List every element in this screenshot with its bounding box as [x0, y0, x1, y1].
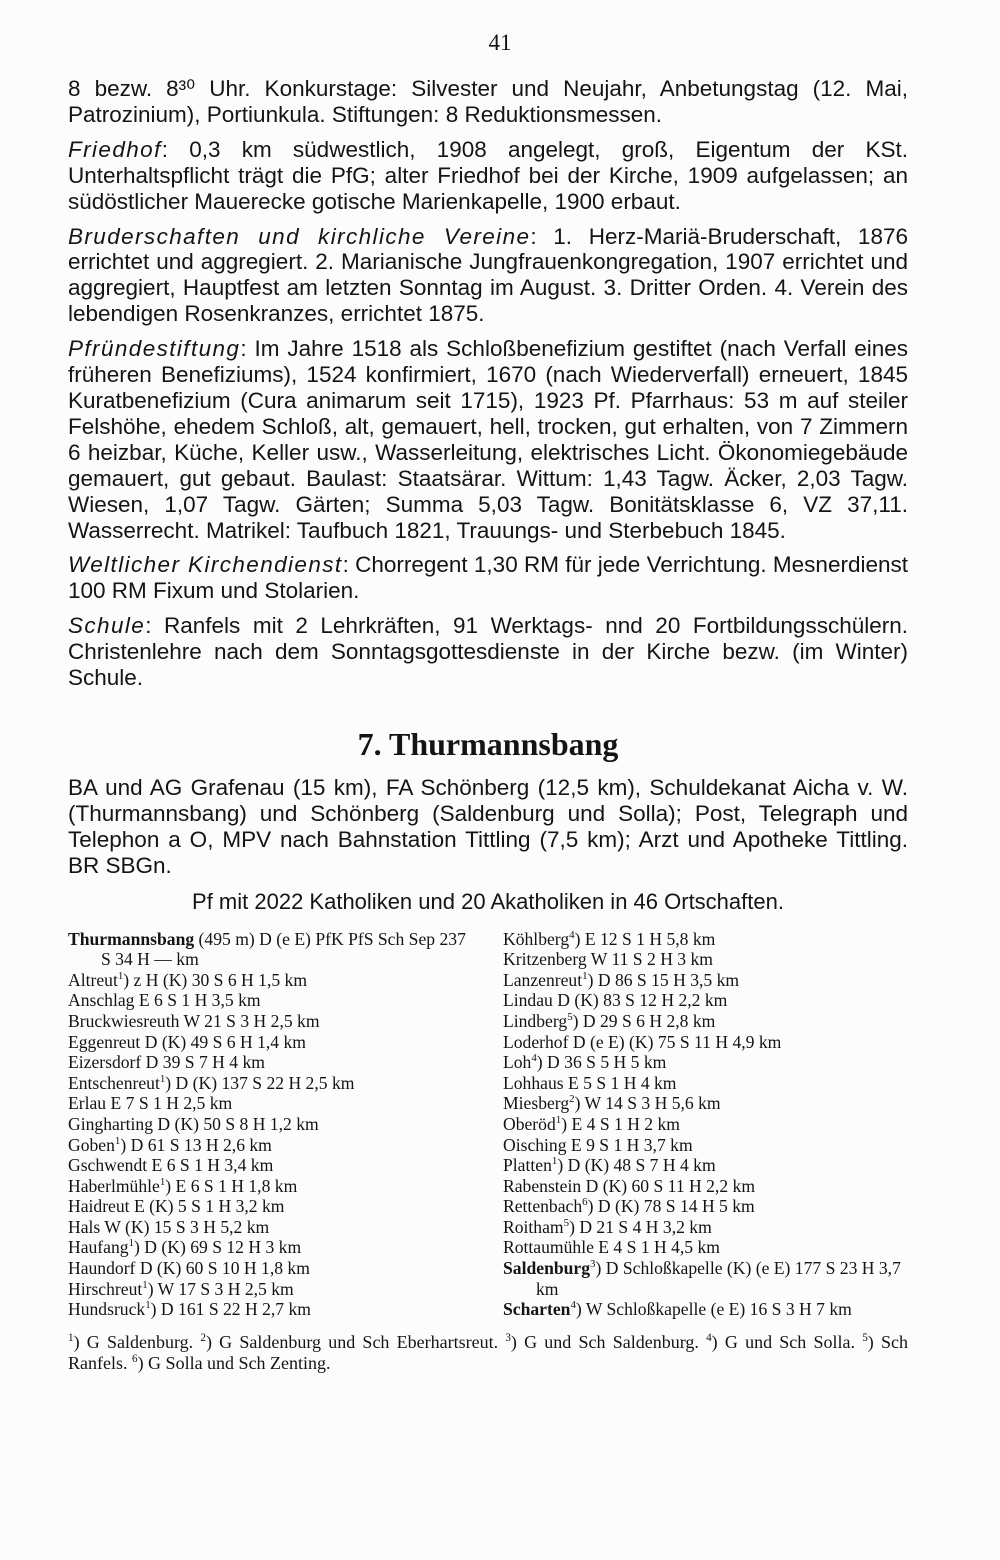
parish-summary: Pf mit 2022 Katholiken und 20 Akatholiken in 46 Ortschaften.	[192, 888, 784, 914]
place-details: D 86 S 15 H 3,5 km	[593, 969, 740, 990]
paragraph	[68, 552, 908, 604]
place-name: Oberöd	[503, 1113, 556, 1134]
place-entry	[68, 1299, 478, 1320]
place-name: Bruckwiesreuth	[68, 1010, 180, 1031]
place-entry	[68, 1217, 478, 1238]
place-details: E 4 S 1 H 2 km	[567, 1113, 680, 1134]
place-details: W (K) 15 S 3 H 5,2 km	[100, 1216, 270, 1237]
footnote-paren: )	[557, 1155, 564, 1176]
place-details: E 6 S 1 H 3,5 km	[134, 990, 261, 1011]
place-name: Oisching	[503, 1134, 567, 1155]
place-name: Eggenreut	[68, 1031, 141, 1052]
footnote-marker: 1	[159, 1072, 166, 1085]
footnote-paren: )	[165, 1175, 172, 1196]
place-name: Eizersdorf	[68, 1052, 142, 1073]
place-entry	[68, 1155, 478, 1176]
footnote-mark: 4	[706, 1331, 712, 1344]
paragraph-heading: Pfründestiftung	[68, 336, 241, 362]
place-entry	[503, 929, 908, 950]
paragraph	[68, 76, 908, 128]
place-entry	[68, 1093, 478, 1114]
place-name: Hundsruck	[68, 1299, 146, 1320]
footnote-paren: )	[561, 1113, 568, 1134]
place-name: Haufang	[68, 1237, 129, 1258]
place-name: Anschlag	[68, 990, 135, 1011]
paragraph-text: : 1. Herz-Mariä-Bruderschaft, 1876 errichtet und aggregiert. 2. Marianische Jungfrauenkongregation, 1907 errichtet und aggregiert, Hauptfest am letzten Sonntag im August. 3. Dritter Orden. 4. Verein des lebendigen Rosenkranzes, errichtet 1875.	[68, 223, 908, 327]
paragraph	[68, 613, 908, 691]
place-name: Rettenbach	[503, 1196, 583, 1217]
place-details: D (K) 49 S 6 H 1,4 km	[140, 1031, 306, 1052]
place-column-right	[503, 929, 908, 1320]
footnote-marker: 3	[590, 1258, 596, 1271]
footnote-paren: )	[569, 1216, 575, 1237]
footnote-mark: 2	[200, 1331, 206, 1344]
paragraph	[68, 224, 908, 328]
place-entry	[503, 1052, 908, 1073]
place-name: Rabenstein	[503, 1175, 582, 1196]
paragraph-block	[68, 76, 908, 691]
place-details: W 14 S 3 H 5,6 km	[580, 1093, 721, 1114]
place-details: D 21 S 4 H 3,2 km	[574, 1216, 712, 1237]
place-entry	[68, 1114, 478, 1135]
place-entry	[68, 1258, 478, 1279]
footnote-paren: )	[165, 1072, 172, 1093]
footnote-text: ) G Solla und Sch Zenting.	[137, 1352, 331, 1373]
footnote-marker: 1	[145, 1299, 151, 1312]
place-details: z H (K) 30 S 6 H 1,5 km	[129, 969, 308, 990]
place-name: Lindberg	[503, 1010, 568, 1031]
footnote-marker: 4	[531, 1052, 537, 1065]
place-name: Erlau	[68, 1093, 107, 1114]
place-entry	[68, 1196, 478, 1217]
footnote-text: ) G Saldenburg und Sch Eberhartsreut.	[205, 1331, 506, 1352]
place-entry	[68, 990, 478, 1011]
footnote-marker: 5	[563, 1217, 570, 1230]
place-details: (495 m) D (e E) PfK PfS Sch Sep 237 S 34 H — km	[101, 928, 466, 970]
footnote-paren: )	[574, 928, 581, 949]
place-name: Goben	[68, 1134, 115, 1155]
place-details: D 36 S 5 H 5 km	[542, 1052, 667, 1073]
footnote-paren: )	[150, 1299, 157, 1320]
place-details: W Schloßkapelle (e E) 16 S 3 H 7 km	[581, 1299, 852, 1320]
place-name: Haidreut	[68, 1196, 130, 1217]
place-details: D (K) 78 S 14 H 5 km	[593, 1196, 755, 1217]
footnote-marker: 1	[555, 1114, 562, 1127]
place-name: Thurmannsbang	[68, 928, 195, 949]
place-name: Miesberg	[503, 1093, 570, 1114]
place-name: Gschwendt	[68, 1155, 148, 1176]
section-title: 7. Thurmannsbang	[357, 725, 619, 762]
footnote-paren: )	[587, 1196, 594, 1217]
footnote-marker: 6	[582, 1196, 588, 1209]
place-name: Scharten	[503, 1299, 571, 1320]
footnote-marker: 1	[551, 1155, 558, 1168]
footnote-paren: )	[536, 1052, 543, 1073]
place-details: D (K) 60 S 11 H 2,2 km	[581, 1175, 756, 1196]
footnote-marker: 1	[159, 1175, 166, 1188]
place-entry	[503, 1032, 908, 1053]
place-entry	[503, 1011, 908, 1032]
footnote-text: ) G und Sch Solla.	[711, 1331, 863, 1352]
place-name: Loh	[503, 1052, 532, 1073]
place-entry	[68, 1237, 478, 1258]
place-entry	[68, 1032, 478, 1053]
footnote-paren: )	[147, 1278, 154, 1299]
page-content	[68, 76, 908, 1374]
place-details: W 17 S 3 H 2,5 km	[153, 1278, 294, 1299]
place-details: D (K) 137 S 22 H 2,5 km	[171, 1072, 355, 1093]
place-name: Saldenburg	[503, 1258, 591, 1279]
paragraph-text: : Im Jahre 1518 als Schloßbenefizium gestiftet (nach Verfall eines früheren Benefiziums), 1524 konfirmiert, 1670 (nach Wiederverfall) erneuert, 1845 Kuratbenefizium (Cura animarum seit 1715), 1923 Pf. Pfarrhaus: 53 m auf steiler Felshöhe, ehedem Schloß, alt, gemauert, hell, trocken, gut erhalten, von 7 Zimmern 6 heizbar, Küche, Keller usw., Wasserleitung, elektrisches Licht. Ökonomiegebäude gemauert, gut gebaut. Baulast: Staatsärar. Wittum: 1,43 Tagw. Äcker, 2,03 Tagw. Wiesen, 1,07 Tagw. Gärten; Summa 5,03 Tagw. Bonitätsklasse 6, VZ 37,11. Wasserrecht. Matrikel: Taufbuch 1821, Trauungs- und Sterbebuch 1845.	[68, 336, 908, 543]
place-name: Gingharting	[68, 1113, 154, 1134]
footnote-paren: )	[574, 1093, 581, 1114]
place-details: E 7 S 1 H 2,5 km	[106, 1093, 233, 1114]
footnote-marker: 1	[128, 1237, 135, 1250]
place-list	[68, 929, 908, 1320]
footnote-mark: 1	[68, 1331, 74, 1344]
place-name: Hirschreut	[68, 1278, 143, 1299]
place-name: Entschenreut	[68, 1072, 160, 1093]
place-details: W 11 S 2 H 3 km	[586, 949, 713, 970]
footnote-marker: 2	[569, 1093, 575, 1106]
paragraph-heading: Bruderschaften und kirchliche Vereine	[68, 223, 531, 249]
place-entry	[503, 1155, 908, 1176]
place-name: Hals	[68, 1216, 101, 1237]
place-name: Lindau	[503, 990, 553, 1011]
footnote-paren: )	[120, 1134, 127, 1155]
footnote-marker: 1	[117, 969, 124, 982]
footnote-mark: 5	[862, 1331, 868, 1344]
footnote-paren: )	[123, 969, 130, 990]
place-details: E 6 S 1 H 3,4 km	[147, 1155, 274, 1176]
place-entry	[503, 1093, 908, 1114]
place-entry	[68, 1073, 478, 1094]
place-details: E 5 S 1 H 4 km	[563, 1072, 677, 1093]
place-details: W 21 S 3 H 2,5 km	[179, 1010, 320, 1031]
place-name: Haberlmühle	[68, 1175, 160, 1196]
place-details: D (K) 83 S 12 H 2,2 km	[552, 990, 728, 1011]
place-details: D (K) 48 S 7 H 4 km	[563, 1155, 716, 1176]
footnote-mark: 3	[505, 1331, 511, 1344]
place-name: Lanzenreut	[503, 969, 583, 990]
place-entry	[503, 1217, 908, 1238]
paragraph-heading: Friedhof	[68, 136, 162, 162]
place-details: D 39 S 7 H 4 km	[141, 1052, 265, 1073]
place-name: Köhlberg	[503, 928, 570, 949]
paragraph	[68, 336, 908, 543]
footnote-mark: 6	[131, 1352, 138, 1365]
place-details: E 6 S 1 H 1,8 km	[171, 1175, 298, 1196]
footnote-marker: 1	[582, 969, 588, 982]
place-name: Kritzenberg	[503, 949, 587, 970]
place-details: E 9 S 1 H 3,7 km	[566, 1134, 693, 1155]
footnote-paren: )	[587, 969, 594, 990]
place-details: D (e E) (K) 75 S 11 H 4,9 km	[568, 1031, 782, 1052]
place-name: Altreut	[68, 969, 118, 990]
footnote-marker: 1	[114, 1134, 121, 1147]
footnote-text: ) Sch Ranfels.	[68, 1331, 909, 1373]
footnote-text: ) G Saldenburg.	[73, 1331, 201, 1352]
place-details: D 161 S 22 H 2,7 km	[156, 1299, 311, 1320]
place-entry	[68, 1176, 478, 1197]
place-details: D 61 S 13 H 2,6 km	[126, 1134, 272, 1155]
paragraph-text: : 0,3 km südwestlich, 1908 angelegt, groß, Eigentum der KSt. Unterhaltspflicht trägt die PfG; alter Friedhof bei der Kirche, 1909 aufgelassen; an südöstlicher Mauerecke gotische Marienkapelle, 1900 erbaut.	[68, 136, 908, 214]
place-column-left	[68, 929, 478, 1320]
place-details: E 12 S 1 H 5,8 km	[580, 928, 716, 949]
footnote-paren: )	[575, 1299, 582, 1320]
place-details: D Schloßkapelle (K) (e E) 177 S 23 H 3,7 km	[536, 1258, 901, 1299]
place-details: E (K) 5 S 1 H 3,2 km	[129, 1196, 285, 1217]
paragraph-text: 8 bezw. 8³⁰ Uhr. Konkurstage: Silvester und Neujahr, Anbetungstag (12. Mai, Patrozinium), Portiunkula. Stiftungen: 8 Reduktionsmessen.	[68, 76, 908, 127]
place-name: Platten	[503, 1155, 552, 1176]
place-name: Loderhof	[503, 1031, 569, 1052]
place-name: Lohhaus	[503, 1072, 564, 1093]
footnote-paren: )	[134, 1237, 140, 1258]
paragraph	[68, 137, 908, 215]
footnote-marker: 4	[570, 1299, 576, 1312]
paragraph-heading: Weltlicher Kirchendienst	[68, 552, 343, 578]
place-entry	[503, 1258, 908, 1299]
footnote-text: ) G und Sch Saldenburg.	[510, 1331, 707, 1352]
place-entry	[503, 1135, 908, 1156]
place-details: D (K) 50 S 8 H 1,2 km	[153, 1113, 319, 1134]
place-details: D (K) 60 S 10 H 1,8 km	[135, 1258, 310, 1279]
footnote-marker: 1	[142, 1278, 148, 1291]
paragraph-text: : Ranfels mit 2 Lehrkräften, 91 Werktags- nnd 20 Fortbildungsschülern. Christenlehre nach dem Sonntagsgottesdienste in der Kirche bezw. (im Winter) Schule.	[68, 613, 908, 691]
paragraph-text: : Chorregent 1,30 RM für jede Verrichtung. Mesnerdienst 100 RM Fixum und Stolarien.	[68, 552, 908, 604]
place-entry	[503, 1237, 908, 1258]
place-entry	[68, 1135, 478, 1156]
place-details: D (K) 69 S 12 H 3 km	[139, 1237, 302, 1258]
place-entry	[503, 990, 908, 1011]
place-entry	[503, 1176, 908, 1197]
place-entry	[68, 929, 478, 970]
place-entry	[503, 1196, 908, 1217]
footnotes	[68, 1332, 908, 1374]
place-entry	[503, 1073, 908, 1094]
footnote-paren: )	[572, 1010, 579, 1031]
footnote-marker: 5	[567, 1011, 573, 1024]
place-details: D 29 S 6 H 2,8 km	[578, 1010, 716, 1031]
place-entry	[68, 1279, 478, 1300]
place-details: E 4 S 1 H 4,5 km	[593, 1237, 720, 1258]
place-name: Haundorf	[68, 1258, 136, 1279]
place-entry	[503, 949, 908, 970]
place-entry	[68, 1011, 478, 1032]
place-entry	[503, 1114, 908, 1135]
footnote-paren: )	[595, 1258, 602, 1279]
paragraph-heading: Schule	[68, 613, 146, 639]
place-entry	[503, 1299, 908, 1320]
place-entry	[503, 970, 908, 991]
place-entry	[68, 970, 478, 991]
page-number: 41	[488, 30, 512, 55]
place-name: Roitham	[503, 1216, 564, 1237]
section-intro: BA und AG Grafenau (15 km), FA Schönberg (12,5 km), Schuldekanat Aicha v. W. (Thurmannsbang) und Schönberg (Saldenburg und Solla); Post, Telegraph und Telephon a O, MPV nach Bahnstation Tittling (7,5 km); Arzt und Apotheke Tittling. BR SBGn.	[68, 774, 908, 878]
footnote-marker: 4	[569, 928, 575, 941]
place-entry	[68, 1052, 478, 1073]
place-name: Rottaumühle	[503, 1237, 594, 1258]
